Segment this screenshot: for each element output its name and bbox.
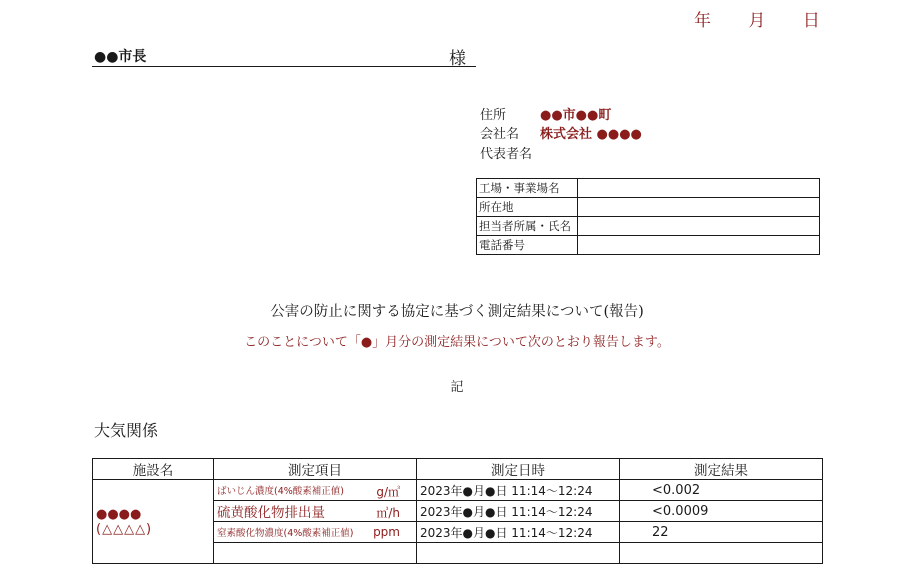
contact-label: 所在地 xyxy=(477,198,578,217)
header-facility: 施設名 xyxy=(93,459,214,480)
sender-representative xyxy=(480,143,532,162)
document-title: 公害の防止に関する協定に基づく測定結果について(報告) xyxy=(270,304,644,320)
facility-name: ●●●● xyxy=(96,506,142,522)
header-result: 測定結果 xyxy=(620,459,823,480)
company-label: 会社名 xyxy=(480,127,520,142)
result-cell: <0.0009 xyxy=(620,501,823,522)
facility-cell xyxy=(93,480,214,564)
facility-subname: (△△△△) xyxy=(96,521,153,537)
measurement-table xyxy=(92,458,823,564)
item-cell xyxy=(214,501,417,522)
contact-row xyxy=(477,217,820,236)
empty-cell xyxy=(214,543,417,564)
representative-label: 代表者名 xyxy=(480,147,533,162)
result-cell: 22 xyxy=(620,522,823,543)
contact-value-cell[interactable] xyxy=(578,217,820,236)
contact-table xyxy=(476,178,820,255)
item-cell xyxy=(214,522,417,543)
address-label: 住所 xyxy=(480,108,507,123)
ki-heading: 記 xyxy=(450,380,464,395)
date-month-label: 月 xyxy=(748,11,766,31)
empty-cell xyxy=(417,543,620,564)
item-name: ばいじん濃度(4%酸素補正値) xyxy=(217,486,344,497)
contact-label: 工場・事業場名 xyxy=(477,179,578,198)
item-name: 窒素酸化物濃度(4%酸素補正値) xyxy=(217,528,354,539)
contact-label: 電話番号 xyxy=(477,236,578,255)
contact-row xyxy=(477,198,820,217)
contact-label: 担当者所属・氏名 xyxy=(477,217,578,236)
datetime-cell: 2023年●月●日 11:14～12:24 xyxy=(417,522,620,543)
item-unit: ㎥/h xyxy=(376,506,400,520)
contact-row xyxy=(477,179,820,198)
recipient-honorific: 様 xyxy=(449,49,466,69)
contact-value-cell[interactable] xyxy=(578,179,820,198)
item-unit: ppm xyxy=(373,525,400,539)
item-cell xyxy=(214,480,417,501)
sender-company xyxy=(480,123,642,142)
sender-address xyxy=(480,104,612,123)
contact-value-cell[interactable] xyxy=(578,236,820,255)
body-text: このことについて「●」月分の測定結果について次のとおり報告します。 xyxy=(244,335,670,350)
recipient-line xyxy=(92,44,476,67)
contact-row xyxy=(477,236,820,255)
item-unit: g/㎥ xyxy=(376,485,400,499)
measurement-header-row xyxy=(93,459,823,480)
company-value: 株式会社 ●●●● xyxy=(540,127,642,142)
table-row xyxy=(93,480,823,501)
empty-cell xyxy=(620,543,823,564)
header-item: 測定項目 xyxy=(214,459,417,480)
date-day-label: 日 xyxy=(802,11,820,31)
section-heading: 大気関係 xyxy=(94,421,159,440)
datetime-cell: 2023年●月●日 11:14～12:24 xyxy=(417,501,620,522)
result-cell: <0.002 xyxy=(620,480,823,501)
report-date xyxy=(694,6,820,31)
recipient-name: ●●市長 xyxy=(94,49,147,65)
contact-value-cell[interactable] xyxy=(578,198,820,217)
datetime-cell: 2023年●月●日 11:14～12:24 xyxy=(417,480,620,501)
address-value: ●●市●●町 xyxy=(540,108,612,123)
date-year-label: 年 xyxy=(694,11,711,31)
item-name: 硫黄酸化物排出量 xyxy=(217,505,325,521)
header-datetime: 測定日時 xyxy=(417,459,620,480)
